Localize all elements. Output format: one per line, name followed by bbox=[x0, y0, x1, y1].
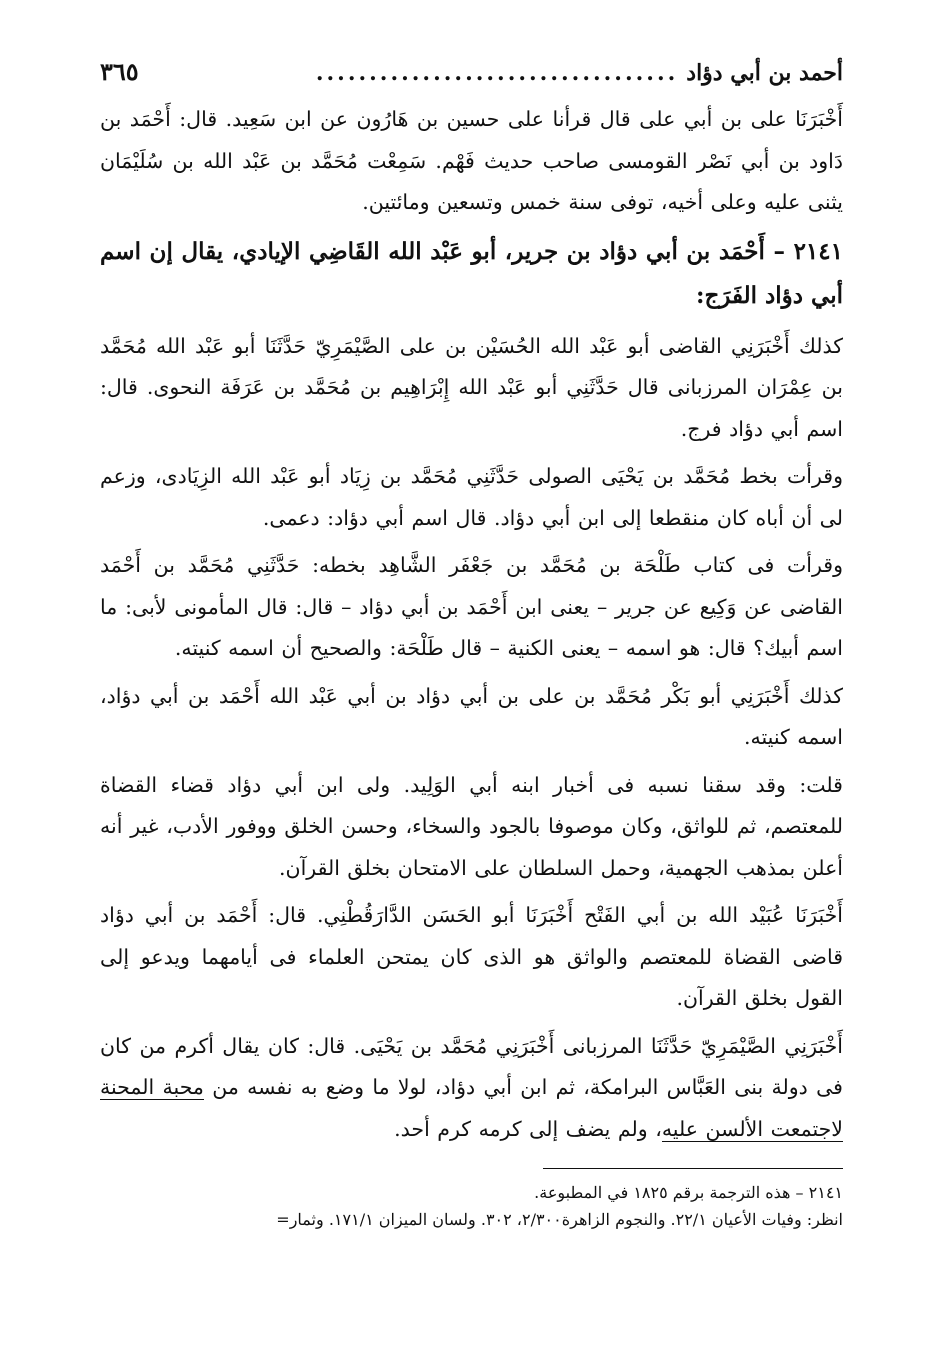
paragraph-4: وقرأت فى كتاب طَلْحَة بن مُحَمَّد بن جَعْفَر الشَّاهِد بخطه: حَدَّثَنِي مُحَمَّد بن أَحْمَد القاضى عن وَكِيع عن جرير – يعنى ابن أَحْمَد بن أبي دؤاد – قال: قال المأمونى لأبى: ما اسم أبيك؟ قال: هو اسمه – يعنى الكنية – قال طَلْحَة: والصحيح أن اسمه كنيته. bbox=[100, 553, 843, 660]
underlined-phrase: محبة المحنة لاجتمعت الألسن عليه bbox=[100, 1075, 843, 1141]
page-number: ٣٦٥ bbox=[100, 57, 139, 86]
paragraph-8 bbox=[100, 1026, 843, 1151]
footnote-2: انظر: وفيات الأعيان ٢٢/١. والنجوم الزاهرة٢/٣٠٠، ٣٠٢. ولسان الميزان ١٧١/١. وثمار= bbox=[276, 1210, 843, 1229]
paragraph-5: كذلك أَخْبَرَنِي أبو بَكْر مُحَمَّد بن على بن أبي دؤاد بن أبي عَبْد الله أَحْمَد بن أبي دؤاد، اسمه كنيته. bbox=[100, 683, 843, 749]
footnote-1: ٢١٤١ – هذه الترجمة برقم ١٨٢٥ في المطبوعة. bbox=[534, 1183, 843, 1202]
paragraph-2: كذلك أَخْبَرَنِي القاضى أبو عَبْد الله الحُسَيْن بن على الصَّيْمَرِيّ حَدَّثَنَا أبو عَبْد الله مُحَمَّد بن عِمْرَان المرزبانى قال حَدَّثَنِي أبو عَبْد الله إِبْرَاهِيم بن مُحَمَّد بن عَرَفَة النحوى. قال: اسم أبي دؤاد فرج. bbox=[100, 333, 843, 441]
running-title: أحمد بن أبي دؤاد bbox=[686, 60, 843, 86]
footnote-divider bbox=[543, 1168, 843, 1169]
paragraph-8-main: أَخْبَرَنِي الصَّيْمَرِيّ حَدَّثَنَا المرزبانى أَخْبَرَنِي مُحَمَّد بن يَحْيَى. قال: كان يقال أكرم من كان فى دولة بنى العَبَّاس البرامكة، ثم ابن أبي دؤاد، لولا ما وضع به نفسه من bbox=[100, 1033, 843, 1099]
paragraph-6: قلت: وقد سقنا نسبه فى أخبار ابنه أبي الوَلِيد. ولى ابن أبي دؤاد قضاء القضاة للمعتصم، ثم للواثق، وكان موصوفا بالجود والسخاء، وحسن الخلق ووفور الأدب، غير أنه أعلن بمذهب الجهمية، وحمل السلطان على الامتحان بخلق القرآن. bbox=[100, 772, 843, 880]
leader-dots: .................................. bbox=[315, 60, 679, 86]
page-header bbox=[100, 52, 843, 93]
paragraph-1: أَخْبَرَنَا على بن أبي على قال قرأنا على حسين بن هَارُون عن ابن سَعِيد. قال: أَحْمَد بن دَاود بن أبي نَصْر القومسى صاحب حديث فَهْم. سَمِعْت مُحَمَّد بن عَبْد الله بن سُلَيْمَان يثنى عليه وعلى أخيه، توفى سنة خمس وتسعين ومائتين. bbox=[100, 107, 843, 214]
entry-heading: ٢١٤١ – أَحْمَد بن أبي دؤاد بن جرير، أبو عَبْد الله القَاضِي الإيادي، يقال إن اسم أبي دؤاد الفَرَج: bbox=[100, 237, 843, 309]
paragraph-3: وقرأت بخط مُحَمَّد بن يَحْيَى الصولى حَدَّثَنِي مُحَمَّد بن زِيَاد أبو عَبْد الله الزِيَادى، وزعم لى أن أباه كان منقطعا إلى ابن أبي دؤاد. قال اسم أبي دؤاد: دعمى. bbox=[100, 464, 843, 530]
paragraph-8-end: ، ولم يضف إلى كرمه كرم أحد. bbox=[394, 1116, 662, 1141]
paragraph-7: أَخْبَرَنَا عُبَيْد الله بن أبي الفَتْح أَخْبَرَنَا أبو الحَسَن الدَّارَقُطْنِي. قال: أَحْمَد بن أبي دؤاد قاضى القضاة للمعتصم والواثق هو الذى كان يمتحن العلماء فى أيامهما ويدعو إلى القول بخلق القرآن. bbox=[100, 903, 843, 1010]
